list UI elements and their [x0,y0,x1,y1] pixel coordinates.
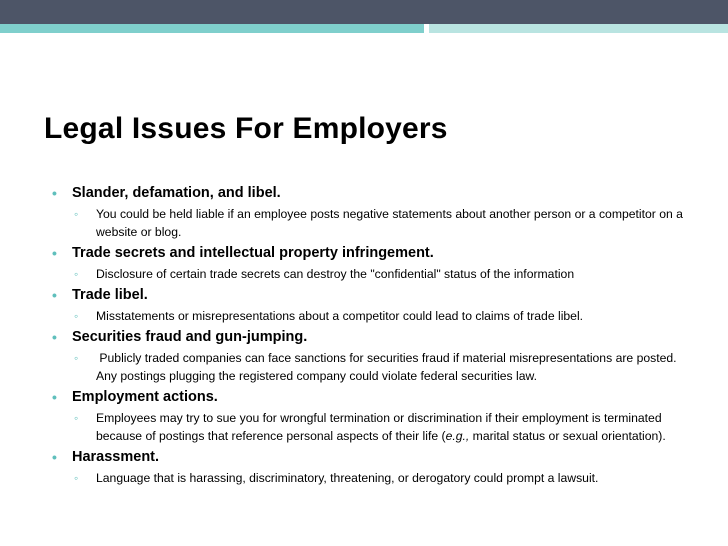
top-bar [0,0,728,24]
bullet-dot-icon: • [52,329,57,345]
sub-bullet-text: Disclosure of certain trade secrets can destroy the "confidential" status of the information [96,267,575,281]
bullet-item-4 [52,327,692,347]
bullet-heading: Employment actions. [72,389,218,405]
bullet-dot-icon: • [52,389,57,405]
bullet-dot-icon: • [52,245,57,261]
bullet-heading: Securities fraud and gun-jumping. [72,329,308,345]
bullet-heading: Harassment. [72,449,160,465]
sub-bullet-item [52,307,692,325]
bullet-item-5 [52,387,692,407]
sub-bullet-item [52,265,692,283]
bullet-dot-icon: • [52,287,57,303]
sub-bullet-text-after: marital status or sexual orientation). [469,429,666,443]
bullet-heading: Trade libel. [72,287,148,303]
sub-bullet-text-before: Employees may try to sue you for wrongful termination or discrimination if their employment is terminated because of postings that reference personal aspects of their life ( [96,411,662,443]
sub-bullet-item [52,409,692,445]
sub-bullet-circle-icon: ◦ [74,267,79,281]
sub-bullet-text: Publicly traded companies can face sanctions for securities fraud if material misrepresentations are posted. Any postings plugging the registered company could violate federal securities law. [96,351,680,383]
accent-strip-right [429,24,728,33]
sub-bullet-item [52,349,692,385]
slide-title: Legal Issues For Employers [44,112,448,145]
sub-bullet-item [52,469,692,487]
sub-bullet-circle-icon: ◦ [74,207,79,221]
accent-strip [0,24,728,33]
sub-bullet-text-italic: e.g., [445,429,470,443]
accent-strip-left [0,24,424,33]
bullet-dot-icon: • [52,185,57,201]
sub-bullet-circle-icon: ◦ [74,411,79,425]
sub-bullet-item [52,205,692,241]
bullet-item-6 [52,447,692,467]
bullet-heading: Slander, defamation, and libel. [72,185,281,201]
bullet-item-2 [52,243,692,263]
sub-bullet-text: You could be held liable if an employee posts negative statements about another person or a competitor on a website or blog. [96,207,683,239]
slide-content [52,181,692,487]
sub-bullet-circle-icon: ◦ [74,351,79,365]
bullet-item-1 [52,183,692,203]
sub-bullet-text: Language that is harassing, discriminatory, threatening, or derogatory could prompt a lawsuit. [96,471,599,485]
sub-bullet-circle-icon: ◦ [74,309,79,323]
sub-bullet-circle-icon: ◦ [74,471,79,485]
bullet-heading: Trade secrets and intellectual property infringement. [72,245,434,261]
bullet-dot-icon: • [52,449,57,465]
sub-bullet-text: Misstatements or misrepresentations about a competitor could lead to claims of trade libel. [96,309,584,323]
bullet-item-3 [52,285,692,305]
